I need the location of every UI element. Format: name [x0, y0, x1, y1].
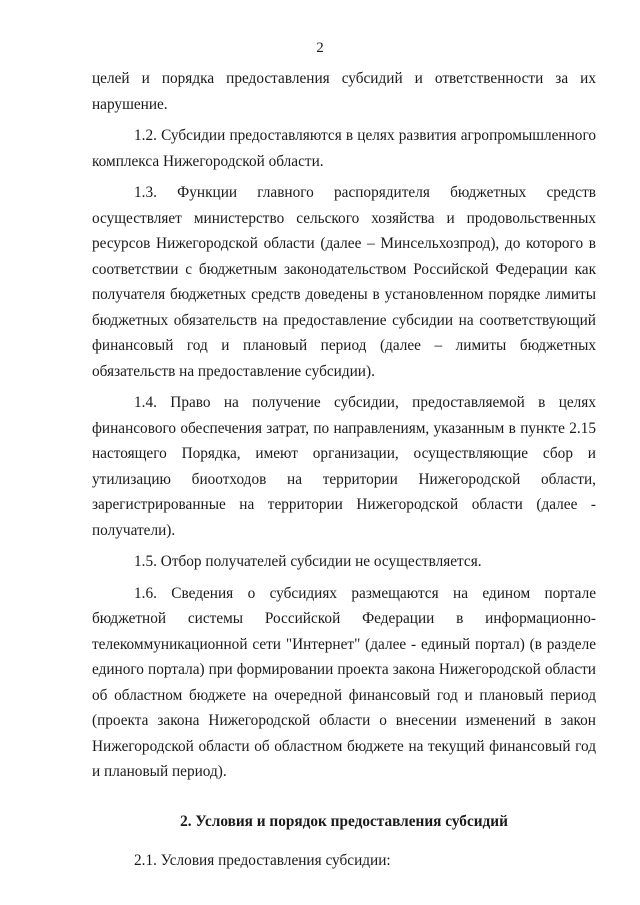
paragraph-1-6: 1.6. Сведения о субсидиях размещаются на едином портале бюджетной системы Российской Федерации в информационно-телекоммуникационной сети "Интернет" (далее - единый портал) (в разделе единого портала) при формировании проекта закона Нижегородской области об областном бюджете на очередной финансовый год и плановый период (проекта закона Нижегородской области о внесении изменений в закон Нижегородской области об областном бюджете на текущий финансовый год и плановый период). — [92, 584, 596, 780]
paragraph-1-5: 1.5. Отбор получателей субсидии не осуществляется. — [134, 553, 482, 570]
page-number: 2 — [316, 40, 324, 56]
paragraph-1-3: 1.3. Функции главного распорядителя бюджетных средств осуществляет министерство сельского хозяйства и продовольственных ресурсов Нижегородской области (далее – Минсельхозпрод), до которого в соответствии с бюджетным законодательством Российской Федерации как получателя бюджетных средств доведены в установленном порядке лимиты бюджетных обязательств на предоставление субсидии на соответствующий финансовый год и плановый период (далее – лимиты бюджетных обязательств на предоставление субсидии). — [92, 184, 596, 380]
section-heading: 2. Условия и порядок предоставления субсидий — [180, 812, 508, 830]
paragraph-2-1: 2.1. Условия предоставления субсидии: — [134, 852, 391, 869]
document-body — [92, 66, 596, 874]
paragraph-1-4: 1.4. Право на получение субсидии, предоставляемой в целях финансового обеспечения затрат, по направлениям, указанным в пункте 2.15 настоящего Порядка, имеют организации, осуществляющие сбор и утилизацию биоотходов на территории Нижегородской области, зарегистрированные на территории Нижегородской области (далее - получатели). — [92, 394, 596, 539]
paragraph-continuation: целей и порядка предоставления субсидий и ответственности за их нарушение. — [92, 70, 596, 113]
paragraph-1-2: 1.2. Субсидии предоставляются в целях развития агропромышленного комплекса Нижегородской области. — [92, 127, 596, 170]
